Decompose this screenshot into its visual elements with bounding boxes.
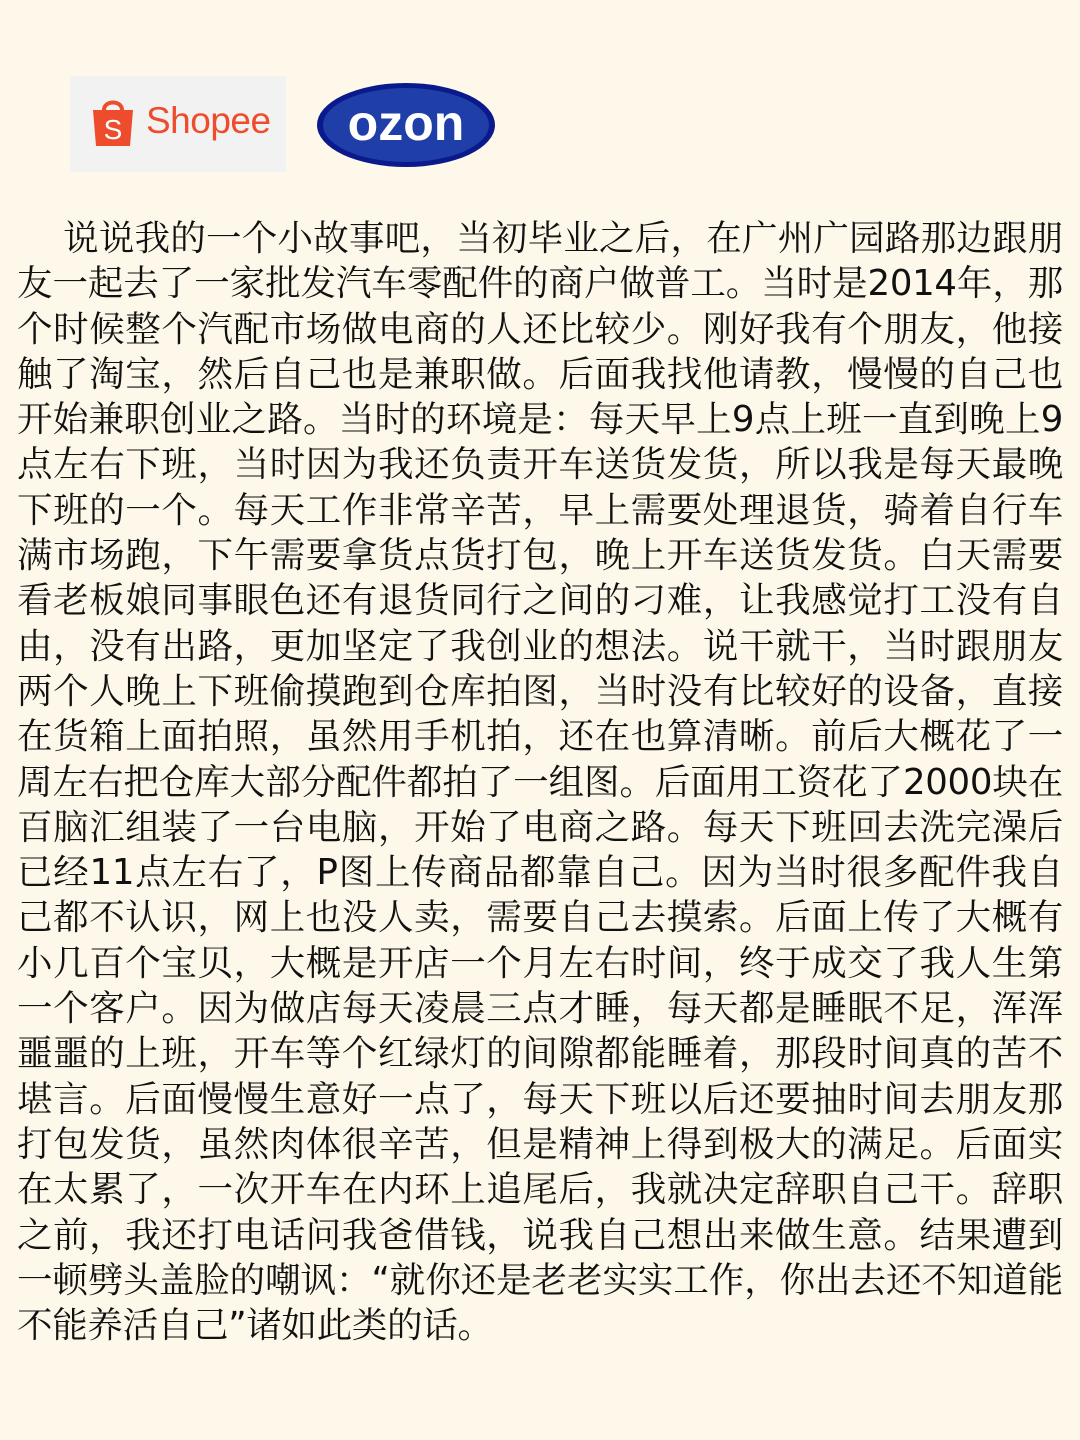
shopee-logo [70,76,286,172]
shopee-bag-letter: S [103,114,123,145]
ozon-logo [314,80,498,170]
logo-row [70,76,530,172]
shopping-bag-icon [90,96,136,148]
shopee-wordmark: Shopee [146,100,271,141]
story-paragraph: 说说我的一个小故事吧，当初毕业之后，在广州广园路那边跟朋友一起去了一家批发汽车零配件的商户做普工。当时是2014年，那个时候整个汽配市场做电商的人还比较少。刚好我有个朋友，他接触了淘宝，然后自己也是兼职做。后面我找他请教，慢慢的自己也开始兼职创业之路。当时的环境是：每天早上9点上班一直到晚上9点左右下班，当时因为我还负责开车送货发货，所以我是每天最晚下班的一个。每天工作非常辛苦，早上需要处理退货，骑着自行车满市场跑，下午需要拿货点货打包，晚上开车送货发货。白天需要看老板娘同事眼色还有退货同行之间的刁难，让我感觉打工没有自由，没有出路，更加坚定了我创业的想法。说干就干，当时跟朋友两个人晚上下班偷摸跑到仓库拍图，当时没有比较好的设备，直接在货箱上面拍照，虽然用手机拍，还在也算清晰。前后大概花了一周左右把仓库大部分配件都拍了一组图。后面用工资花了2000块在百脑汇组装了一台电脑，开始了电商之路。每天下班回去洗完澡后已经11点左右了，P图上传商品都靠自己。因为当时很多配件我自己都不认识，网上也没人卖，需要自己去摸索。后面上传了大概有小几百个宝贝，大概是开店一个月左右时间，终于成交了我人生第一个客户。因为做店每天凌晨三点才睡，每天都是睡眠不足，浑浑噩噩的上班，开车等个红绿灯的间隙都能睡着，那段时间真的苦不堪言。后面慢慢生意好一点了，每天下班以后还要抽时间去朋友那打包发货，虽然肉体很辛苦，但是精神上得到极大的满足。后面实在太累了，一次开车在内环上追尾后，我就决定辞职自己干。辞职之前，我还打电话问我爸借钱，说我自己想出来做生意。结果遭到一顿劈头盖脸的嘲讽：“就你还是老老实实工作，你出去还不知道能不能养活自己”诸如此类的话。 [17,218,1063,1347]
ozon-wordmark: ozon [347,95,465,151]
